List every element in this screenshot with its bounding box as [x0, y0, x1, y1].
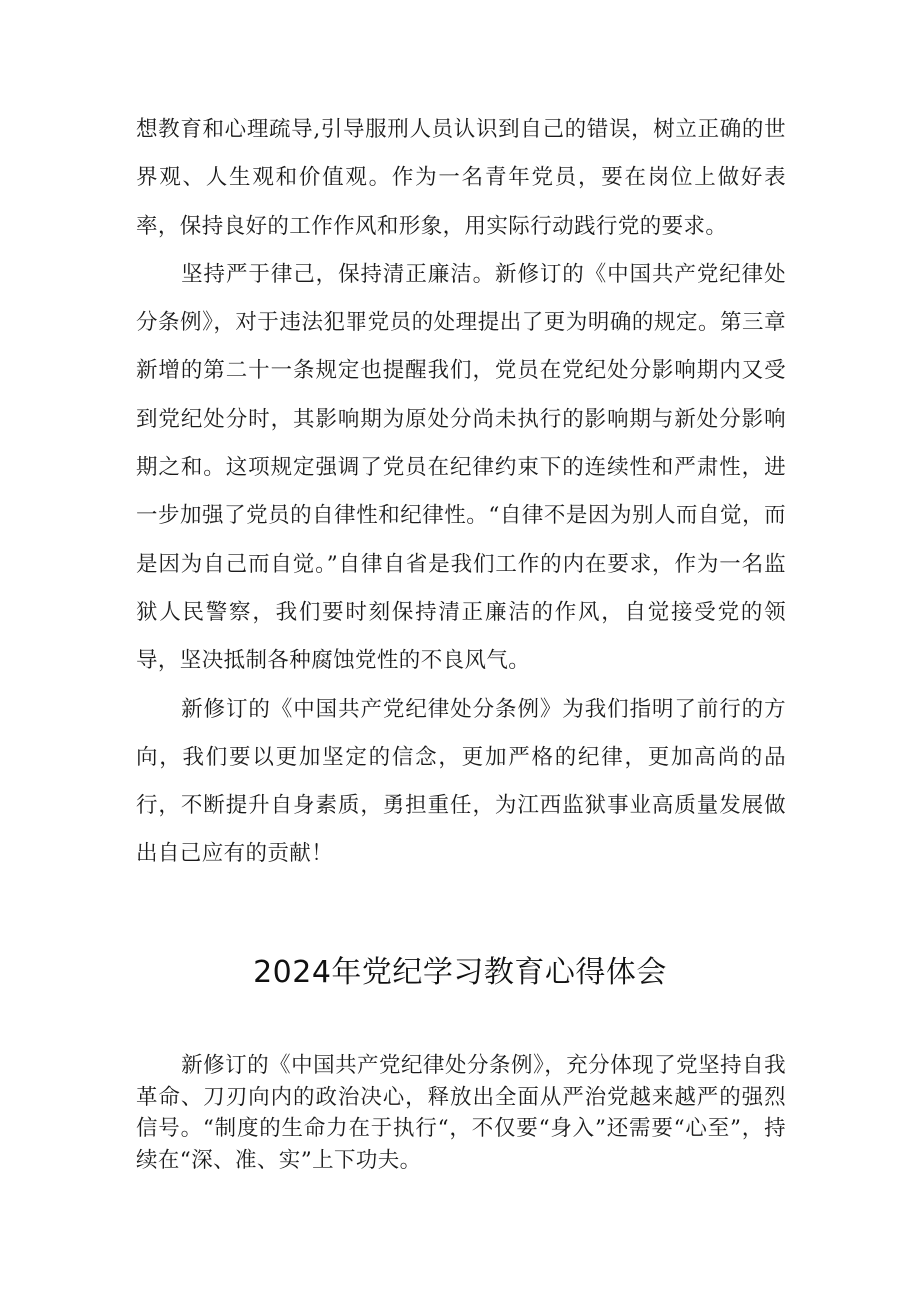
article-title: 2024年党纪学习教育心得体会	[253, 955, 667, 990]
paragraph-intro: 新修订的《中国共产党纪律处分条例》，充分体现了党坚持自我革命、刀刃向内的政治决心，释放出全面从严治党越来越严的强烈信号。“制度的生命力在于执行“，不仅要“身入”还需要“心至”，持续在“深、准、实”上下功夫。	[136, 1053, 786, 1173]
paragraph-self-discipline: 坚持严于律己，保持清正廉洁。新修订的《中国共产党纪律处分条例》，对于违法犯罪党员的处理提出了更为明确的规定。第三章新增的第二十一条规定也提醒我们，党员在党纪处分影响期内又受到党纪处分时，其影响期为原处分尚未执行的影响期与新处分影响期之和。这项规定强调了党员在纪律约束下的连续性和严肃性，进一步加强了党员的自律性和纪律性。“自律不是因为别人而自觉，而是因为自己而自觉。”自律自省是我们工作的内在要求，作为一名监狱人民警察，我们要时刻保持清正廉洁的作风，自觉接受党的领导，坚决抵制各种腐蚀党性的不良风气。	[136, 261, 786, 674]
paragraph-continued: 想教育和心理疏导,引导服刑人员认识到自己的错误，树立正确的世界观、人生观和价值观。作为一名青年党员，要在岗位上做好表率，保持良好的工作作风和形象，用实际行动践行党的要求。	[136, 117, 786, 239]
article-body	[136, 1050, 786, 1176]
paragraph-conclusion: 新修订的《中国共产党纪律处分条例》为我们指明了前行的方向，我们要以更加坚定的信念，更加严格的纪律，更加高尚的品行，不断提升自身素质，勇担重任，为江西监狱事业高质量发展做出自己应有的贡献！	[136, 696, 786, 867]
previous-article-body	[136, 106, 786, 879]
